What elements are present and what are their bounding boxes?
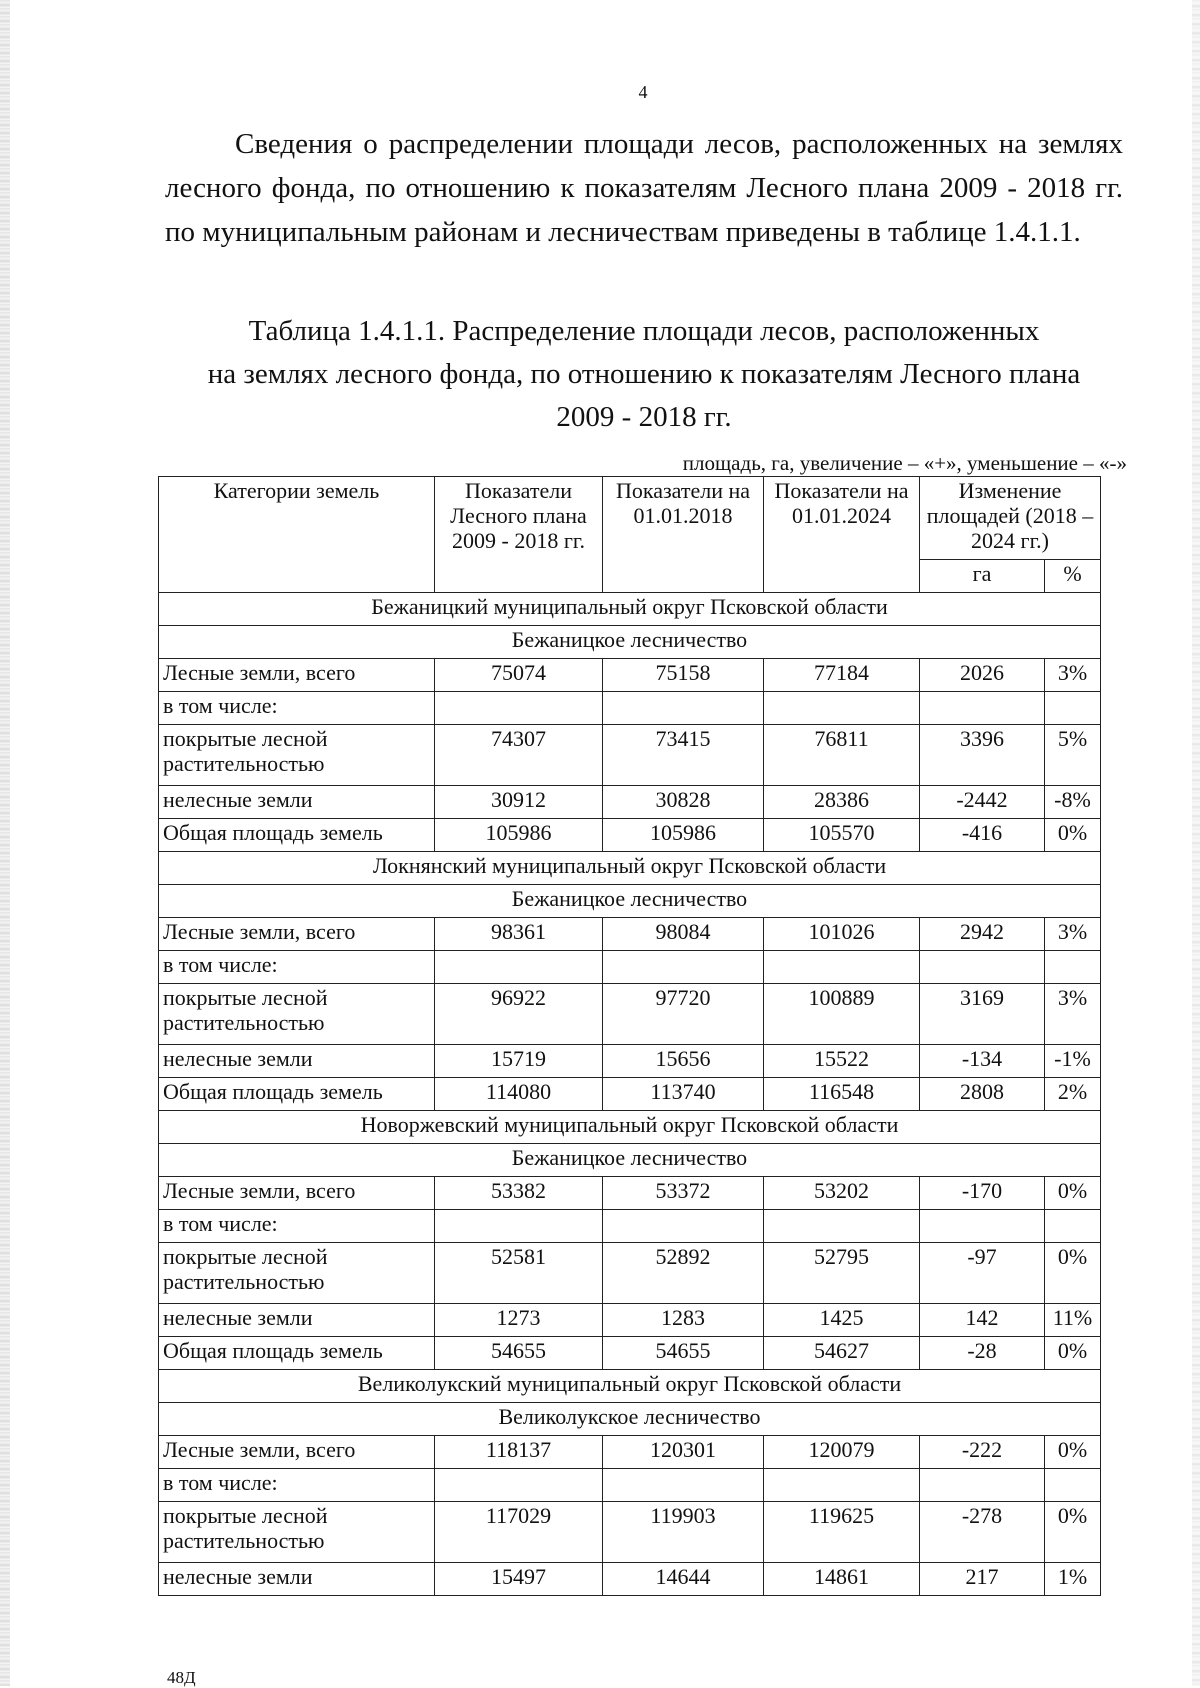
change-pct: 0% [1045, 1337, 1101, 1370]
plan-value [435, 1210, 603, 1243]
change-ha: -134 [920, 1045, 1045, 1078]
table-row [159, 1469, 1101, 1502]
table-row [159, 1436, 1101, 1469]
value-2024 [764, 1210, 920, 1243]
change-pct: 0% [1045, 819, 1101, 852]
change-ha: 142 [920, 1304, 1045, 1337]
district-row [159, 1111, 1101, 1144]
value-2024: 1425 [764, 1304, 920, 1337]
forestry-row [159, 1144, 1101, 1177]
footer-code: 48Д [167, 1668, 196, 1687]
plan-value: 1273 [435, 1304, 603, 1337]
table-row [159, 1337, 1101, 1370]
district-row [159, 852, 1101, 885]
intro-paragraph: Сведения о распределении площади лесов, расположенных на землях лесного фонда, по отношению к показателям Лесного плана 2009 - 2018 гг. по муниципальным районам и лесничествам приведены в таблице 1.4.1.1. [165, 128, 1123, 248]
forestry-row [159, 1403, 1101, 1436]
value-2024: 76811 [764, 725, 920, 786]
caption-line-3: 2009 - 2018 гг. [556, 401, 732, 433]
header-change: Изменение площадей (2018 – 2024 гг.) [920, 477, 1101, 560]
row-label: в том числе: [159, 1210, 435, 1243]
change-ha [920, 1469, 1045, 1502]
row-label: покрытые лесной растительностью [159, 725, 435, 786]
district-name: Великолукский муниципальный округ Псковской области [159, 1370, 1101, 1403]
change-ha: 2026 [920, 659, 1045, 692]
value-2018 [603, 951, 764, 984]
change-ha: 3169 [920, 984, 1045, 1045]
row-label: в том числе: [159, 951, 435, 984]
row-label: Общая площадь земель [159, 1078, 435, 1111]
change-ha: -416 [920, 819, 1045, 852]
change-pct [1045, 951, 1101, 984]
plan-value: 114080 [435, 1078, 603, 1111]
change-pct [1045, 692, 1101, 725]
value-2018: 120301 [603, 1436, 764, 1469]
change-ha: 2942 [920, 918, 1045, 951]
change-ha: -97 [920, 1243, 1045, 1304]
change-pct: 0% [1045, 1436, 1101, 1469]
change-ha [920, 692, 1045, 725]
value-2018: 15656 [603, 1045, 764, 1078]
row-label: Лесные земли, всего [159, 1436, 435, 1469]
forestry-name: Бежаницкое лесничество [159, 885, 1101, 918]
district-name: Новоржевский муниципальный округ Псковской области [159, 1111, 1101, 1144]
plan-value: 74307 [435, 725, 603, 786]
plan-value [435, 951, 603, 984]
forestry-name: Великолукское лесничество [159, 1403, 1101, 1436]
change-pct: 3% [1045, 984, 1101, 1045]
value-2018: 75158 [603, 659, 764, 692]
value-2024: 53202 [764, 1177, 920, 1210]
change-pct: -8% [1045, 786, 1101, 819]
value-2024: 120079 [764, 1436, 920, 1469]
plan-value: 15719 [435, 1045, 603, 1078]
district-row [159, 593, 1101, 626]
change-pct: -1% [1045, 1045, 1101, 1078]
value-2018: 97720 [603, 984, 764, 1045]
row-label: нелесные земли [159, 1563, 435, 1596]
header-2018: Показатели на 01.01.2018 [603, 477, 764, 593]
plan-value: 15497 [435, 1563, 603, 1596]
table-row [159, 725, 1101, 786]
table-row [159, 1078, 1101, 1111]
plan-value: 30912 [435, 786, 603, 819]
table-header [159, 477, 1101, 593]
value-2024 [764, 951, 920, 984]
forest-area-table [158, 476, 1101, 1596]
plan-value: 96922 [435, 984, 603, 1045]
plan-value: 117029 [435, 1502, 603, 1563]
table-row [159, 918, 1101, 951]
table-body [159, 593, 1101, 1596]
change-pct: 0% [1045, 1243, 1101, 1304]
change-ha [920, 1210, 1045, 1243]
value-2024: 28386 [764, 786, 920, 819]
plan-value: 118137 [435, 1436, 603, 1469]
row-label: Общая площадь земель [159, 1337, 435, 1370]
change-ha [920, 951, 1045, 984]
header-change-pct: % [1045, 560, 1101, 593]
row-label: покрытые лесной растительностью [159, 984, 435, 1045]
row-label: в том числе: [159, 1469, 435, 1502]
table-caption [165, 310, 1123, 439]
value-2024: 105570 [764, 819, 920, 852]
table-row [159, 1045, 1101, 1078]
header-plan: Показатели Лесного плана 2009 - 2018 гг. [435, 477, 603, 593]
value-2024: 100889 [764, 984, 920, 1045]
plan-value [435, 692, 603, 725]
change-ha: -170 [920, 1177, 1045, 1210]
change-pct: 0% [1045, 1502, 1101, 1563]
value-2024: 52795 [764, 1243, 920, 1304]
value-2018: 73415 [603, 725, 764, 786]
value-2018: 1283 [603, 1304, 764, 1337]
units-note: площадь, га, увеличение – «+», уменьшение – «-» [682, 451, 1127, 475]
table-row [159, 659, 1101, 692]
caption-line-1: Таблица 1.4.1.1. Распределение площади лесов, расположенных [248, 315, 1040, 347]
value-2024: 119625 [764, 1502, 920, 1563]
row-label: Общая площадь земель [159, 819, 435, 852]
district-name: Локнянский муниципальный округ Псковской области [159, 852, 1101, 885]
value-2018: 52892 [603, 1243, 764, 1304]
plan-value: 53382 [435, 1177, 603, 1210]
row-label: в том числе: [159, 692, 435, 725]
change-ha: 2808 [920, 1078, 1045, 1111]
table-row [159, 1502, 1101, 1563]
table-row [159, 1563, 1101, 1596]
change-pct: 0% [1045, 1177, 1101, 1210]
value-2018: 119903 [603, 1502, 764, 1563]
change-ha: -2442 [920, 786, 1045, 819]
forestry-row [159, 885, 1101, 918]
row-label: покрытые лесной растительностью [159, 1243, 435, 1304]
scan-edge-right [1192, 0, 1200, 1686]
value-2024: 116548 [764, 1078, 920, 1111]
value-2018: 14644 [603, 1563, 764, 1596]
header-change-ha: га [920, 560, 1045, 593]
change-pct [1045, 1210, 1101, 1243]
table-row [159, 692, 1101, 725]
plan-value: 54655 [435, 1337, 603, 1370]
value-2024: 54627 [764, 1337, 920, 1370]
table-row [159, 1210, 1101, 1243]
forestry-name: Бежаницкое лесничество [159, 1144, 1101, 1177]
value-2024: 77184 [764, 659, 920, 692]
value-2024: 14861 [764, 1563, 920, 1596]
change-pct: 11% [1045, 1304, 1101, 1337]
row-label: Лесные земли, всего [159, 659, 435, 692]
header-category: Категории земель [159, 477, 435, 593]
table-row [159, 1304, 1101, 1337]
change-ha: -222 [920, 1436, 1045, 1469]
plan-value: 75074 [435, 659, 603, 692]
table-row [159, 951, 1101, 984]
value-2018: 98084 [603, 918, 764, 951]
change-ha: 217 [920, 1563, 1045, 1596]
caption-line-2: на землях лесного фонда, по отношению к показателям Лесного плана [207, 358, 1081, 390]
value-2024 [764, 1469, 920, 1502]
value-2018: 30828 [603, 786, 764, 819]
table-row [159, 984, 1101, 1045]
change-pct: 1% [1045, 1563, 1101, 1596]
value-2024 [764, 692, 920, 725]
value-2018 [603, 692, 764, 725]
plan-value: 52581 [435, 1243, 603, 1304]
row-label: покрытые лесной растительностью [159, 1502, 435, 1563]
change-pct: 3% [1045, 659, 1101, 692]
change-ha: -28 [920, 1337, 1045, 1370]
plan-value: 98361 [435, 918, 603, 951]
change-pct: 3% [1045, 918, 1101, 951]
district-name: Бежаницкий муниципальный округ Псковской области [159, 593, 1101, 626]
row-label: Лесные земли, всего [159, 1177, 435, 1210]
plan-value [435, 1469, 603, 1502]
table-row [159, 819, 1101, 852]
change-pct: 5% [1045, 725, 1101, 786]
change-pct [1045, 1469, 1101, 1502]
row-label: нелесные земли [159, 1304, 435, 1337]
district-row [159, 1370, 1101, 1403]
change-ha: -278 [920, 1502, 1045, 1563]
page-number: 4 [638, 82, 648, 102]
value-2024: 15522 [764, 1045, 920, 1078]
scan-edge-left [0, 0, 10, 1686]
value-2018: 53372 [603, 1177, 764, 1210]
value-2018: 113740 [603, 1078, 764, 1111]
table-row [159, 786, 1101, 819]
row-label: Лесные земли, всего [159, 918, 435, 951]
value-2018: 54655 [603, 1337, 764, 1370]
value-2018 [603, 1210, 764, 1243]
table-row [159, 1177, 1101, 1210]
forestry-row [159, 626, 1101, 659]
change-ha: 3396 [920, 725, 1045, 786]
value-2018: 105986 [603, 819, 764, 852]
header-2024: Показатели на 01.01.2024 [764, 477, 920, 593]
value-2024: 101026 [764, 918, 920, 951]
forestry-name: Бежаницкое лесничество [159, 626, 1101, 659]
change-pct: 2% [1045, 1078, 1101, 1111]
row-label: нелесные земли [159, 786, 435, 819]
value-2018 [603, 1469, 764, 1502]
row-label: нелесные земли [159, 1045, 435, 1078]
table-row [159, 1243, 1101, 1304]
plan-value: 105986 [435, 819, 603, 852]
